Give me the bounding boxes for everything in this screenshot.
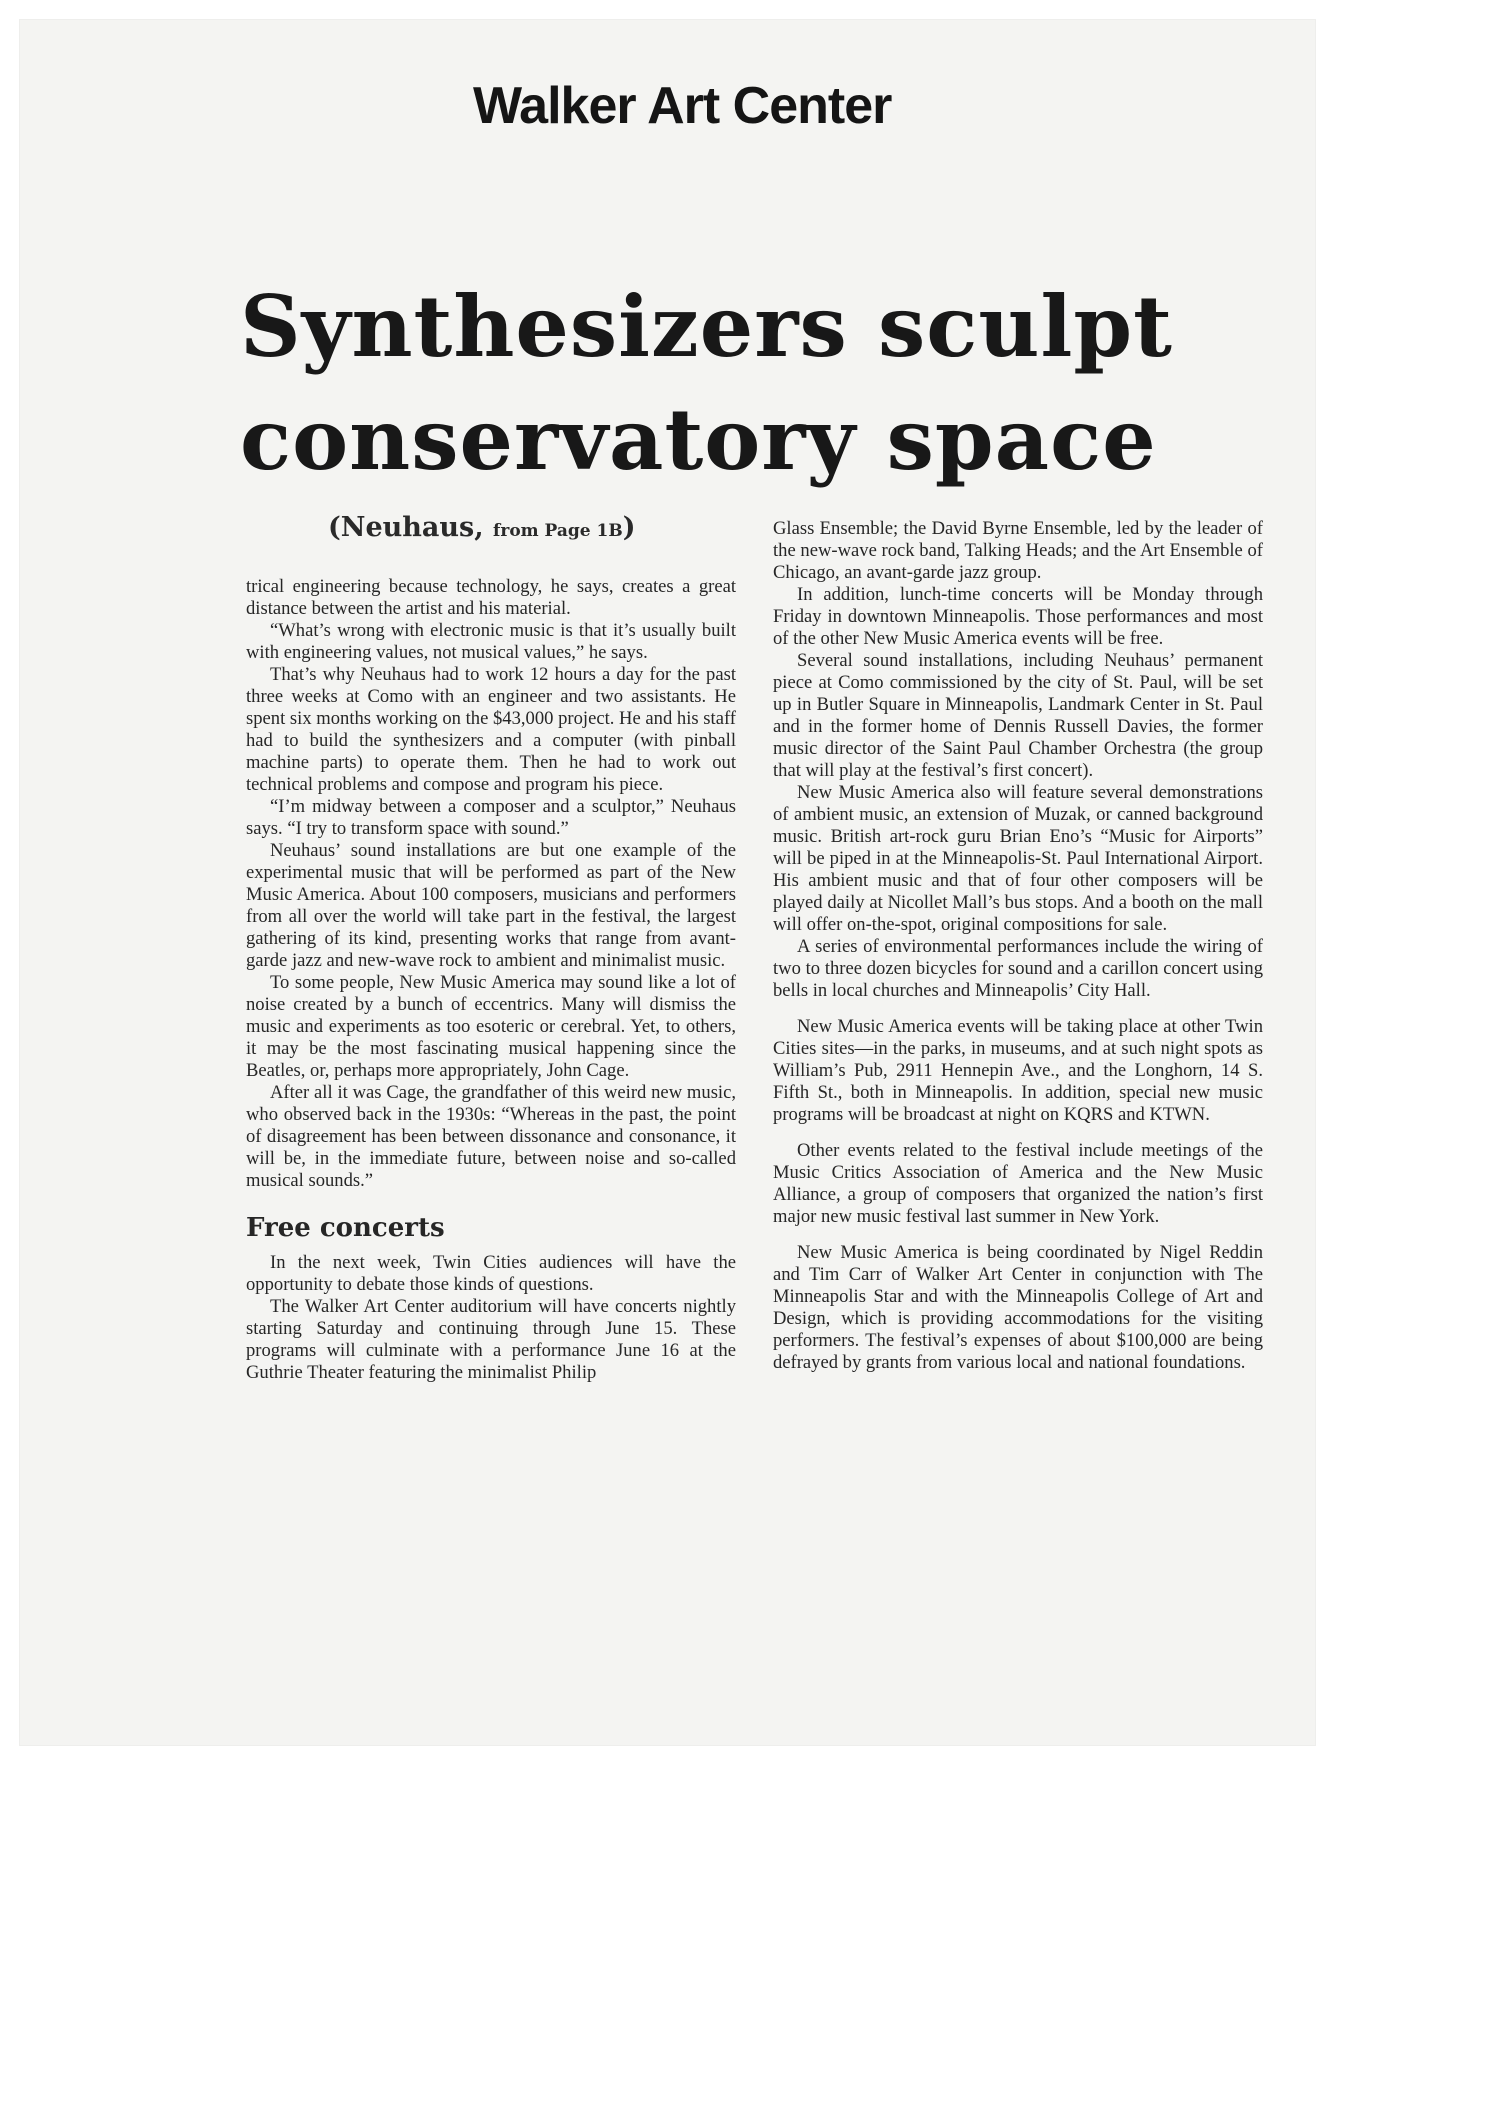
article-paragraph: Neuhaus’ sound installations are but one example of the experimental music that will be performed as part of the New Music America. About 100 composers, musicians and performers from all over the world will take part in the festival, the largest gathering of its kind, presenting works that range from avant-garde jazz and new-wave rock to ambient and minimalist music. [246,840,736,971]
article-paragraph: To some people, New Music America may sound like a lot of noise created by a bunch of eccentrics. Many will dismiss the music and experiments as too esoteric or cerebral. Yet, to others, it may be the most fascinating musical happening since the Beatles, or, perhaps more appropriately, John Cage. [246,972,736,1081]
continuation-page-ref: from Page 1B [493,521,623,541]
article-paragraph: New Music America is being coordinated by Nigel Reddin and Tim Carr of Walker Art Center in conjunction with The Minneapolis Star and with the Minneapolis College of Art and Design, which is providing accommodations for the visiting performers. The festival’s expenses of about $100,000 are being defrayed by grants from various local and national foundations. [773,1242,1263,1373]
article-paragraph: Glass Ensemble; the David Byrne Ensemble, led by the leader of the new-wave rock band, Talking Heads; and the Art Ensemble of Chicago, an avant-garde jazz group. [773,518,1263,583]
article-paragraph: Other events related to the festival include meetings of the Music Critics Association of America and the New Music Alliance, a group of composers that organized the nation’s first major new music festival last summer in New York. [773,1140,1263,1227]
article-paragraph: trical engineering because technology, he says, creates a great distance between the artist and his material. [246,576,736,619]
article-column-right [773,518,1263,1374]
subheading-free-concerts: Free concerts [246,1213,445,1243]
article-paragraph: Several sound installations, including Neuhaus’ permanent piece at Como commissioned by the city of St. Paul, will be set up in Butler Square in Minneapolis, Landmark Center in St. Paul and in the former home of Dennis Russell Davies, the former music director of the Saint Paul Chamber Orchestra (the group that will play at the festival’s first concert). [773,650,1263,781]
article-paragraph: “What’s wrong with electronic music is that it’s usually built with engineering values, not musical values,” he says. [246,620,736,663]
masthead: Walker Art Center [473,77,892,135]
article-paragraph: In addition, lunch-time concerts will be Monday through Friday in downtown Minneapolis. Those performances and most of the other New Music America events will be free. [773,584,1263,649]
article-paragraph: New Music America also will feature several demonstrations of ambient music, an extension of Muzak, or canned background music. British art-rock guru Brian Eno’s “Music for Airports” will be piped in at the Minneapolis-St. Paul International Airport. His ambient music and that of four other composers will be played daily at Nicollet Mall’s bus stops. And a booth on the mall will offer on-the-spot, original compositions for sale. [773,782,1263,935]
article-column-left [246,576,736,1384]
article-paragraph: In the next week, Twin Cities audiences will have the opportunity to debate those kinds of questions. [246,1252,736,1295]
headline-line-1: Synthesizers sculpt [240,277,1173,376]
headline-line-2: conservatory space [240,390,1157,489]
article-paragraph: A series of environmental performances include the wiring of two to three dozen bicycles for sound and a carillon concert using bells in local churches and Minneapolis’ City Hall. [773,936,1263,1001]
continuation-line: (Neuhaus, from Page 1B) [328,512,636,543]
headline [240,270,1260,496]
article-paragraph: The Walker Art Center auditorium will have concerts nightly starting Saturday and continuing through June 15. These programs will culminate with a performance June 16 at the Guthrie Theater featuring the minimalist Philip [246,1296,736,1383]
article-paragraph: That’s why Neuhaus had to work 12 hours a day for the past three weeks at Como with an engineer and two assistants. He spent six months working on the $43,000 project. He and his staff had to build the synthesizers and a computer (with pinball machine parts) to operate them. Then he had to work out technical problems and compose and program his piece. [246,664,736,795]
continuation-name: Neuhaus, [340,512,484,543]
article-paragraph: New Music America events will be taking place at other Twin Cities sites—in the parks, in museums, and at such night spots as William’s Pub, 2911 Hennepin Ave., and the Longhorn, 14 S. Fifth St., both in Minneapolis. In addition, special new music programs will be broadcast at night on KQRS and KTWN. [773,1016,1263,1125]
article-paragraph: “I’m midway between a composer and a sculptor,” Neuhaus says. “I try to transform space with sound.” [246,796,736,839]
article-paragraph: After all it was Cage, the grandfather of this weird new music, who observed back in the 1930s: “Whereas in the past, the point of disagreement has been between dissonance and consonance, it will be, in the immediate future, between noise and so-called musical sounds.” [246,1082,736,1191]
